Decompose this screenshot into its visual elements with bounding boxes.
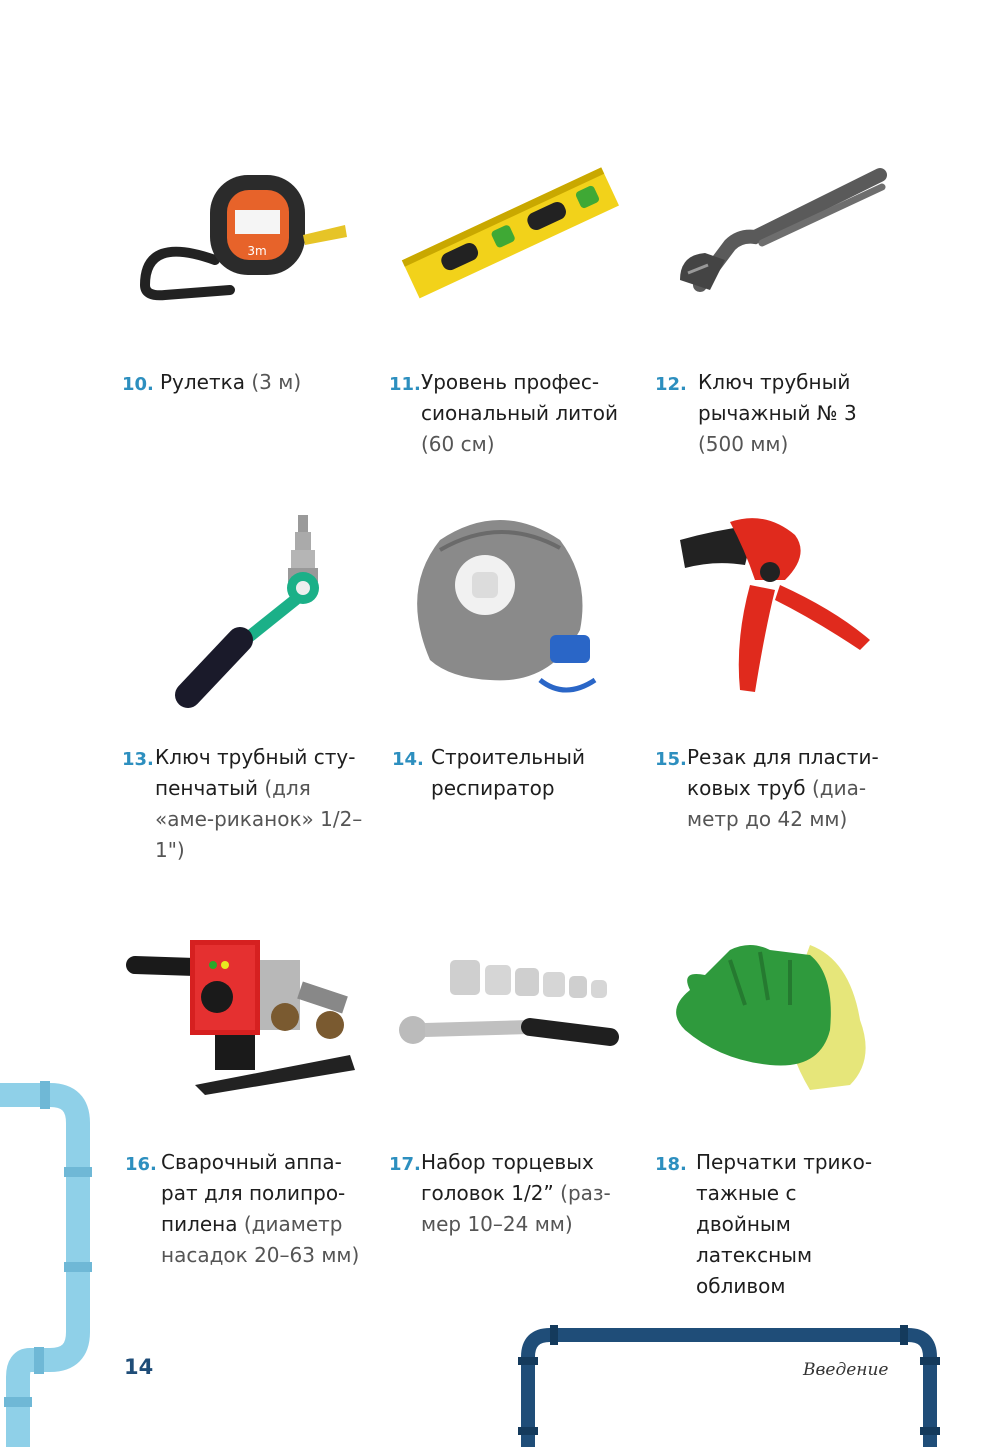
list-item: [655, 742, 885, 835]
item-number: 12.: [655, 374, 687, 395]
stepped-wrench-icon: [170, 510, 340, 715]
list-item: [122, 742, 367, 866]
item-detail: (500 мм): [698, 432, 789, 456]
gloves-icon: [660, 930, 880, 1095]
item-name: Перчатки трико-тажные с двойным латексным обливом: [696, 1150, 873, 1298]
spirit-level-icon: [400, 160, 620, 305]
list-item: [125, 1147, 365, 1271]
item-number: 15.: [655, 749, 687, 770]
tape-measure-icon: [135, 165, 355, 305]
light-blue-pipe-decoration: [0, 1077, 100, 1447]
respirator-icon: [400, 510, 610, 705]
pipe-cutter-icon: [675, 510, 875, 700]
item-name: Резак для пласти-ковых труб: [687, 745, 879, 800]
item-detail: (3 м): [244, 370, 302, 394]
item-number: 10.: [122, 374, 154, 395]
item-number: 16.: [125, 1154, 157, 1175]
page-number: 14: [124, 1355, 154, 1379]
item-name: Набор торцевых головок 1/2”: [421, 1150, 594, 1205]
item-number: 17.: [389, 1154, 421, 1175]
item-detail: (диа-метр до 42 мм): [687, 776, 867, 831]
list-item: [392, 742, 612, 804]
item-number: 11.: [389, 374, 421, 395]
dark-blue-pipe-decoration: [512, 1317, 952, 1447]
list-item: [122, 367, 362, 398]
item-name: Уровень профес-сиональный литой: [421, 370, 619, 425]
socket-set-icon: [395, 955, 620, 1055]
item-name: Сварочный аппа-рат для полипро-пилена: [161, 1150, 346, 1236]
item-name: Рулетка: [160, 370, 245, 394]
item-name: Ключ трубный сту-пенчатый: [155, 745, 356, 800]
item-number: 13.: [122, 749, 154, 770]
section-title: Введение: [803, 1360, 889, 1380]
item-detail: (диаметр насадок 20–63 мм): [161, 1212, 360, 1267]
item-detail: (для «аме-риканок» 1/2–1"): [155, 776, 363, 862]
item-detail: (раз-мер 10–24 мм): [421, 1181, 611, 1236]
pipe-wrench-icon: [670, 165, 890, 305]
list-item: [389, 1147, 629, 1240]
item-detail: (60 см): [421, 432, 495, 456]
item-number: 14.: [392, 749, 424, 770]
item-name: Ключ трубный рычажный № 3: [698, 370, 857, 425]
item-number: 18.: [655, 1154, 687, 1175]
list-item: [655, 367, 885, 460]
welding-machine-icon: [125, 935, 360, 1095]
svg-text:3m: 3m: [247, 244, 267, 258]
list-item: [389, 367, 634, 460]
item-name: Строительный респиратор: [431, 745, 585, 800]
list-item: [655, 1147, 895, 1302]
